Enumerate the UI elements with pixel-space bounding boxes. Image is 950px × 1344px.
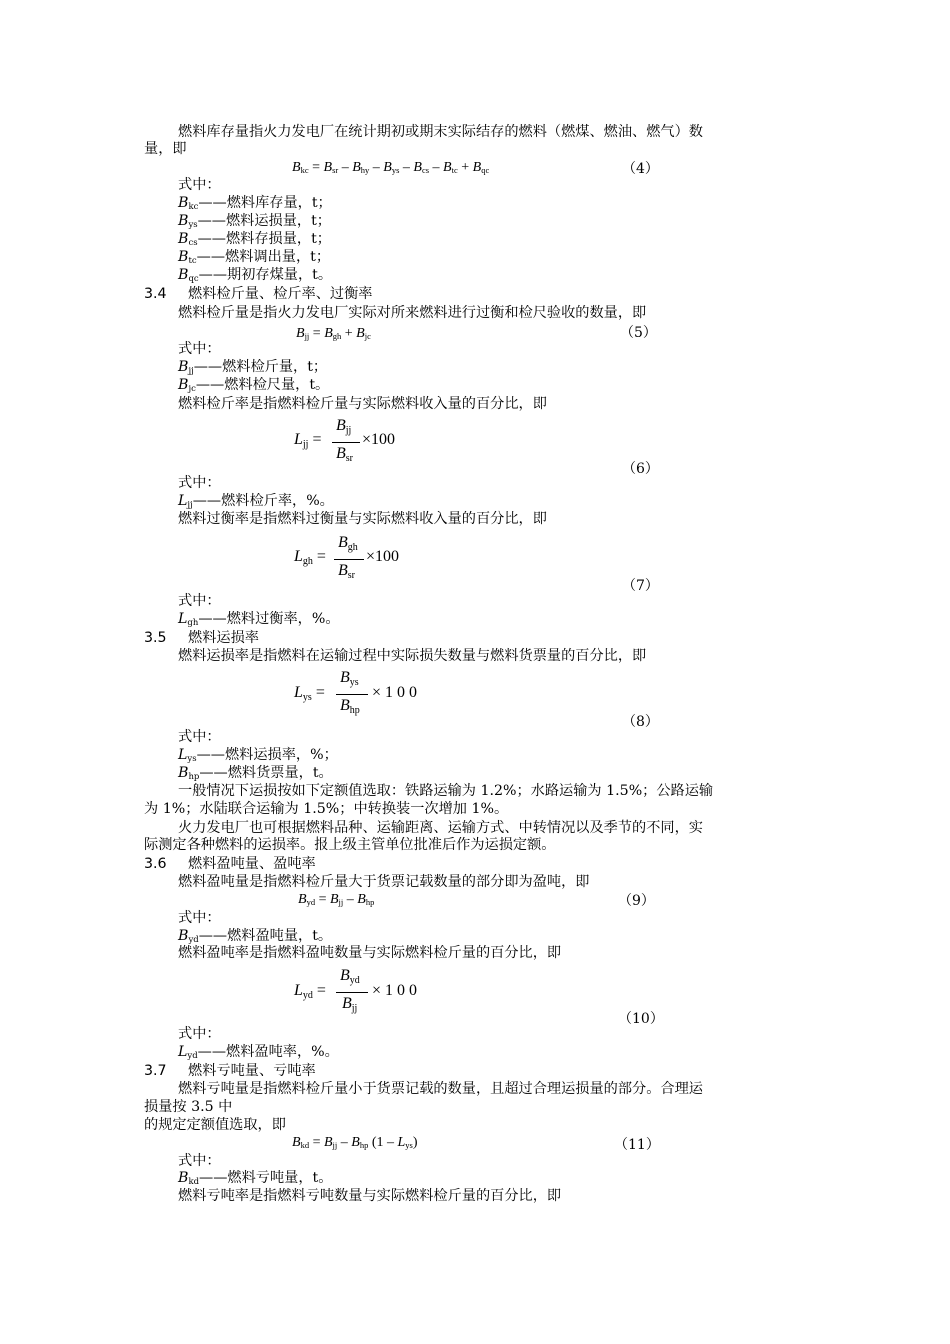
definition-text: ——燃料检斤率，%。 <box>192 493 334 509</box>
paragraph-measure-cont: 际测定各种燃料的运损率。报上级主管单位批准后作为运损定额。 <box>144 837 556 853</box>
definition-tc: $B_{tc}——$燃料调出量，t； <box>178 249 331 266</box>
where-label: 式中： <box>178 729 221 745</box>
paragraph-stock: 燃料库存量指火力发电厂在统计期初或期末实际结存的燃料（燃煤、燃油、燃气）数 <box>178 124 703 140</box>
definition-text: ——期初存煤量，t。 <box>198 267 333 283</box>
section-number: 3.7 <box>144 1063 167 1079</box>
paragraph-kd-cont2: 的规定定额值选取，即 <box>144 1117 286 1133</box>
section-title: 燃料盈吨量、盈吨率 <box>188 856 316 872</box>
equation-number-8: （8） <box>622 714 659 730</box>
definition-jc: $B_{jc}——$燃料检尺量，t。 <box>178 377 330 394</box>
equation-number-7: （7） <box>622 578 659 594</box>
equation-9: $B_{yd} = B_{jj} - B_{hp}$ <box>298 892 375 907</box>
where-label: 式中： <box>178 475 221 491</box>
paragraph-yd: 燃料盈吨量是指燃料检斤量大于货票记载数量的部分即为盈吨，即 <box>178 874 590 890</box>
equation-7: $L_{gh}$ = $B_{gh}$ $B_{sr}$ ×100 <box>294 534 400 581</box>
definition-text: ——燃料调出量，t； <box>196 249 331 265</box>
definition-text: ——燃料库存量，t； <box>198 195 332 211</box>
equation-5: $B_{jj} = B_{gh} + B_{jc}$ <box>296 326 371 341</box>
definition-jj: $B_{jj}——$燃料检斤量，t； <box>178 359 328 376</box>
section-title: 燃料亏吨量、亏吨率 <box>188 1063 316 1079</box>
where-label: 式中： <box>178 177 221 193</box>
paragraph-measure: 火力发电厂也可根据燃料品种、运输距离、运输方式、中转情况以及季节的不同，实 <box>178 820 703 836</box>
equation-6: $L_{jj}$ = $B_{jj}$ $B_{sr}$ ×100 <box>294 417 396 464</box>
definition-text: ——燃料盈吨率，%。 <box>197 1044 339 1060</box>
section-title: 燃料运损率 <box>188 630 259 646</box>
equation-number-10: （10） <box>618 1011 664 1027</box>
definition-text: ——燃料盈吨量，t。 <box>198 928 333 944</box>
definition-text: ——燃料亏吨量，t。 <box>199 1170 333 1186</box>
definition-text: ——燃料运损率，%； <box>196 747 338 763</box>
section-number: 3.4 <box>144 286 167 302</box>
definition-text: ——燃料存损量，t； <box>197 231 331 247</box>
paragraph-quota-cont: 为 1%；水陆联合运输为 1.5%；中转换装一次增加 1%。 <box>144 801 509 817</box>
section-number: 3.6 <box>144 856 167 872</box>
definition-lys: $L_{ys}——$燃料运损率，%； <box>178 747 338 764</box>
paragraph-lgh: 燃料过衡率是指燃料过衡量与实际燃料收入量的百分比，即 <box>178 511 547 527</box>
equation-8: $L_{ys}$ = $B_{ys}$ $B_{hp}$ × 1 0 0 <box>294 669 418 716</box>
equation-11: $B_{kd} = B_{jj} - B_{hp}$ $(1 - L_{ys})$ <box>292 1135 418 1150</box>
definition-qc: $B_{qc}——$期初存煤量，t。 <box>178 267 333 284</box>
section-number: 3.5 <box>144 630 167 646</box>
definition-text: ——燃料运损量，t； <box>197 213 331 229</box>
section-heading-3-5 <box>144 630 259 647</box>
paragraph-ljj: 燃料检斤率是指燃料检斤量与实际燃料收入量的百分比，即 <box>178 396 547 412</box>
definition-cs: $B_{cs}——$燃料存损量，t； <box>178 231 331 248</box>
section-heading-3-7 <box>144 1063 316 1080</box>
definition-kd: $B_{kd}——$燃料亏吨量，t。 <box>178 1170 333 1187</box>
definition-text: ——燃料检尺量，t。 <box>195 377 330 393</box>
definition-lgh: $L_{gh}——$燃料过衡率，%。 <box>178 611 340 628</box>
definition-lyd: $L_{yd}——$燃料盈吨率，%。 <box>178 1044 339 1061</box>
paragraph-stock-cont: 量，即 <box>144 141 187 157</box>
paragraph-lyd: 燃料盈吨率是指燃料盈吨数量与实际燃料检斤量的百分比，即 <box>178 945 562 961</box>
definition-ys: $B_{ys}——$燃料运损量，t； <box>178 213 331 230</box>
equation-number-4: （4） <box>622 161 659 177</box>
definition-text: ——燃料检斤量，t； <box>193 359 328 375</box>
paragraph-kd: 燃料亏吨量是指燃料检斤量小于货票记载的数量，且超过合理运损量的部分。合理运 <box>178 1081 703 1097</box>
where-label: 式中： <box>178 593 221 609</box>
where-label: 式中： <box>178 1026 221 1042</box>
paragraph-quota: 一般情况下运损按如下定额值选取：铁路运输为 1.2%；水路运输为 1.5%；公路运输 <box>178 783 714 799</box>
where-label: 式中： <box>178 1153 221 1169</box>
section-heading-3-6 <box>144 856 316 873</box>
definition-yd: $B_{yd}——$燃料盈吨量，t。 <box>178 928 333 945</box>
paragraph-kd-cont: 损量按 3.5 中 <box>144 1099 233 1115</box>
equation-4: $B_{kc} = B_{sr} - B_{hy} - B_{ys} - B_{cs} - B_{tc} + B_{qc}$ <box>292 160 490 175</box>
paragraph-jj: 燃料检斤量是指火力发电厂实际对所来燃料进行过衡和检尺验收的数量，即 <box>178 305 647 321</box>
where-label: 式中： <box>178 910 221 926</box>
section-heading-3-4 <box>144 286 372 303</box>
equation-number-6: （6） <box>622 461 659 477</box>
definition-text: ——燃料货票量，t。 <box>199 765 333 781</box>
where-label: 式中： <box>178 341 221 357</box>
paragraph-lkd: 燃料亏吨率是指燃料亏吨数量与实际燃料检斤量的百分比，即 <box>178 1188 562 1204</box>
equation-number-9: （9） <box>618 893 655 909</box>
equation-number-5: （5） <box>620 325 657 341</box>
definition-kc: $B_{kc}——$燃料库存量，t； <box>178 195 332 212</box>
equation-number-11: （11） <box>614 1137 660 1153</box>
equation-10: $L_{yd}$ = $B_{yd}$ $B_{jj}$ × 1 0 0 <box>294 967 418 1014</box>
section-title: 燃料检斤量、检斤率、过衡率 <box>188 286 373 302</box>
paragraph-lys: 燃料运损率是指燃料在运输过程中实际损失数量与燃料货票量的百分比，即 <box>178 648 647 664</box>
definition-hp: $B_{hp}——$燃料货票量，t。 <box>178 765 333 782</box>
definition-ljj: $L_{jj}——$燃料检斤率，%。 <box>178 493 334 510</box>
definition-text: ——燃料过衡率，%。 <box>198 611 340 627</box>
